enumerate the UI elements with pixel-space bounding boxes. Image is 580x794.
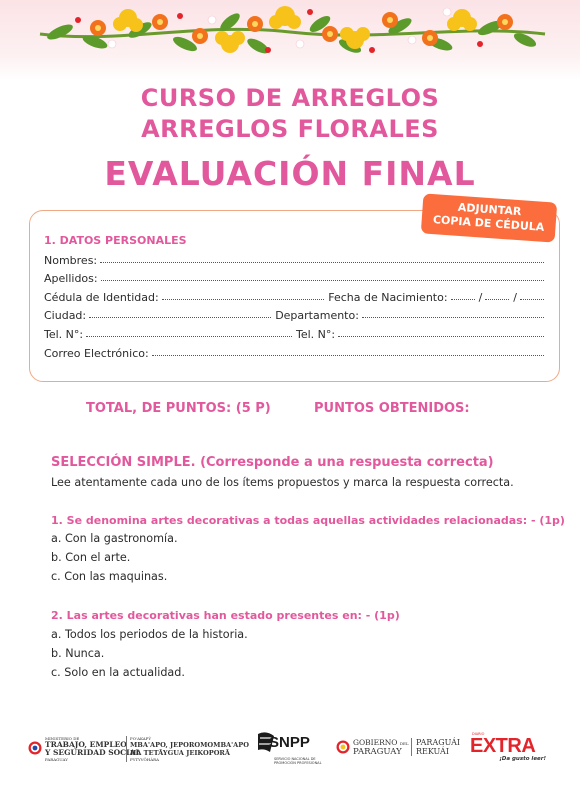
guarani-sub-label: PYTYVÕHÁRA [130, 757, 160, 762]
paraguay-seal-icon [28, 741, 42, 755]
departamento-line[interactable] [362, 317, 544, 318]
q2-option-a[interactable]: a. Todos los periodos de la historia. [51, 628, 248, 641]
tel2-label: Tel. N°: [296, 328, 336, 341]
snpp-sub-line1: SERVICIO NACIONAL DE [274, 757, 316, 761]
fecha-month-line[interactable] [485, 299, 509, 300]
correo-field[interactable] [44, 344, 548, 360]
rekua-line1: PARAGUÁI [416, 738, 461, 747]
course-title-line2: ARREGLOS FLORALES [141, 115, 439, 143]
gobierno-seal-icon [336, 740, 350, 754]
apellidos-label: Apellidos: [44, 272, 98, 285]
q1-option-c[interactable]: c. Con las maquinas. [51, 570, 168, 583]
fecha-day-line[interactable] [451, 299, 475, 300]
total-points-label: TOTAL, DE PUNTOS: (5 P) [86, 401, 271, 416]
footer-logos [0, 722, 580, 772]
tel2-line[interactable] [338, 336, 544, 337]
q1-option-b[interactable]: b. Con el arte. [51, 551, 131, 564]
question-2: 2. Las artes decorativas han estado presentes en: - (1p) [51, 609, 400, 622]
guarani-small-label: PO'AKAPÝ [130, 736, 152, 741]
q2-option-b[interactable]: b. Nunca. [51, 647, 105, 660]
floral-header-decoration [0, 0, 580, 80]
guarani-line2: HA TETÃYGUA JEIKOPORÃ [130, 749, 231, 757]
correo-line[interactable] [152, 355, 544, 356]
tel1-label: Tel. N°: [44, 328, 84, 341]
cedula-line[interactable] [162, 299, 325, 300]
ministerio-guarani-logo [126, 736, 248, 762]
snpp-sub-line2: PROMOCIÓN PROFESIONAL [274, 761, 322, 765]
flower-garland-icon [0, 0, 580, 70]
nombres-label: Nombres: [44, 254, 98, 267]
q1-option-a[interactable]: a. Con la gastronomía. [51, 532, 178, 545]
fecha-nacimiento-label: Fecha de Nacimiento: [328, 291, 448, 304]
ministerio-country: PARAGUAY [45, 757, 68, 762]
ciudad-departamento-row [44, 306, 548, 322]
diario-extra-logo [470, 732, 552, 762]
extra-slogan: ¡Da gusto leer! [499, 756, 546, 762]
ciudad-label: Ciudad: [44, 309, 87, 322]
gobierno-line1: GOBIERNO [353, 738, 398, 747]
rekua-line2: REKUÁI [416, 747, 449, 756]
cedula-fecha-row [44, 288, 548, 304]
gobierno-del: DEL [399, 741, 409, 746]
nombres-field[interactable] [44, 251, 548, 267]
q2-option-c[interactable]: c. Solo en la actualidad. [51, 666, 185, 679]
obtained-points-label: PUNTOS OBTENIDOS: [314, 401, 470, 416]
course-title-line1: CURSO DE ARREGLOS [140, 84, 440, 112]
fecha-sep-2: / [513, 291, 517, 304]
badge-line2: COPIA DE CÉDULA [432, 213, 545, 234]
snpp-logo [256, 730, 326, 765]
instruction-text: Lee atentamente cada uno de los ítems propuestos y marca la respuesta correcta. [51, 476, 514, 489]
badge-line1: ADJUNTAR [457, 200, 522, 219]
question-1: 1. Se denomina artes decorativas a todas aquellas actividades relacionadas: - (1p) [51, 514, 565, 527]
extra-small-label: DIARIO [472, 732, 485, 736]
evaluation-title: EVALUACIÓN FINAL [104, 154, 476, 193]
telefonos-row [44, 325, 548, 341]
nombres-line[interactable] [100, 262, 544, 263]
cedula-label: Cédula de Identidad: [44, 291, 159, 304]
simple-selection-title: SELECCIÓN SIMPLE. (Corresponde a una respuesta correcta) [51, 455, 494, 470]
extra-wordmark: EXTRA [470, 735, 536, 757]
departamento-label: Departamento: [275, 309, 359, 322]
apellidos-field[interactable] [44, 269, 548, 285]
apellidos-line[interactable] [101, 280, 544, 281]
ministerio-small-label: MINISTERIO DE [45, 736, 80, 741]
tel1-line[interactable] [86, 336, 292, 337]
fecha-year-line[interactable] [520, 299, 544, 300]
fecha-sep-1: / [478, 291, 483, 304]
ciudad-line[interactable] [89, 317, 271, 318]
snpp-text: SNPP [269, 734, 310, 751]
section-personal-data-title: 1. DATOS PERSONALES [44, 234, 187, 247]
guarani-line1: MBA'APO, JEPOROMOMBA'APO [130, 741, 249, 749]
ministerio-line1: TRABAJO, EMPLEO [45, 740, 127, 749]
gobierno-line2: PARAGUAY [353, 747, 402, 757]
ministerio-line2: Y SEGURIDAD SOCIAL [45, 748, 141, 757]
correo-label: Correo Electrónico: [44, 347, 149, 360]
